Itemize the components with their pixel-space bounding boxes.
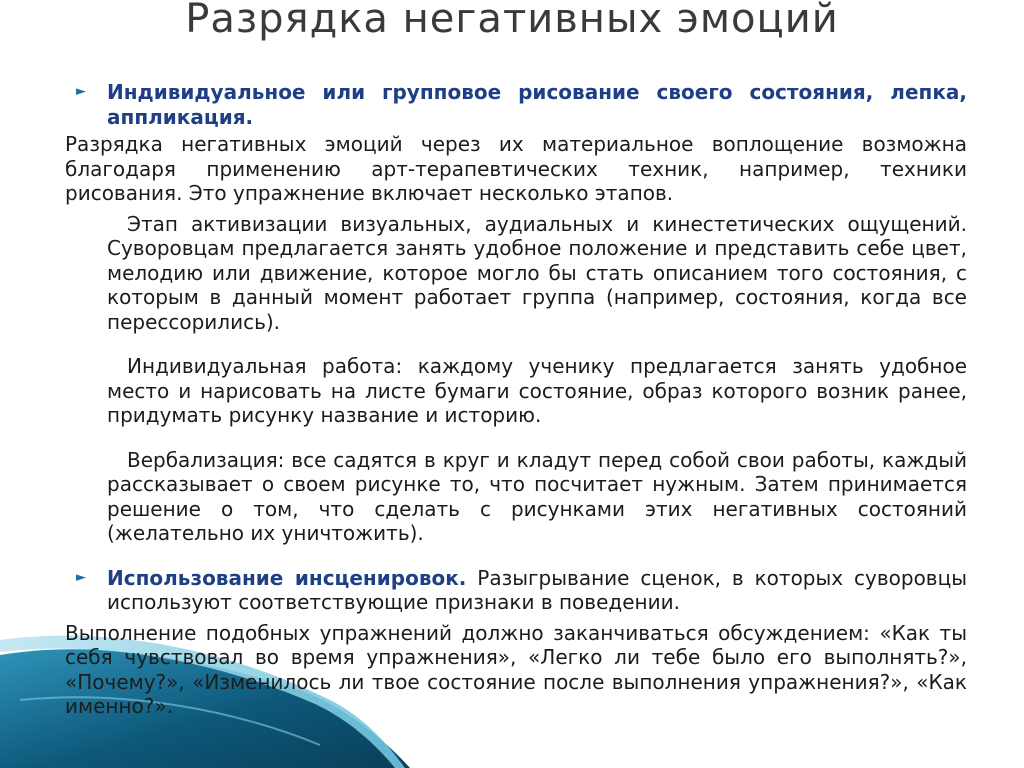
bullet-item-drawing [65, 80, 967, 129]
triangle-bullet-icon: ► [76, 84, 86, 99]
paragraph-conclusion: Выполнение подобных упражнений должно заканчиваться обсуждением: «Как ты себя чувствовал во время упражнения», «Легко ли тебе было его выполнять?», «Почему?», «Изменилось ли твое состояние после выполнения упражнения?», «Как именно?». [65, 620, 967, 718]
slide-body [65, 80, 967, 719]
bullet-text-staging [107, 566, 967, 615]
bullet-body-staging: Разыгрывание сценок, в которых суворовцы используют соответствующие признаки в поведении. [107, 565, 968, 614]
slide-title: Разрядка негативных эмоций [185, 0, 839, 42]
paragraph-intro: Разрядка негативных эмоций через их материальное воплощение возможна благодаря применению арт-терапевтических техник, например, техники рисования. Это упражнение включает несколько этапов. [65, 132, 967, 205]
bullet-item-staging [65, 566, 967, 615]
bullet-heading-staging: Использование инсценировок. [107, 565, 467, 590]
stage-verbalization: Вербализация: все садятся в круг и кладут перед собой свои работы, каждый рассказывает о своем рисунке то, что посчитает нужным. Затем принимается решение о том, что сделать с рисунками этих негативных состояний (желательно их уничтожить). [107, 447, 967, 545]
bullet-heading-drawing: Индивидуальное или групповое рисование своего состояния, лепка, аппликация. [107, 80, 967, 129]
stage-individual-work: Индивидуальная работа: каждому ученику предлагается занять удобное место и нарисовать на листе бумаги состояние, образ которого возник ранее, придумать рисунку название и историю. [107, 354, 967, 427]
stage-activation: Этап активизации визуальных, аудиальных и кинестетических ощущений. Суворовцам предлагается занять удобное положение и представить себе цвет, мелодию или движение, которое могло бы стать описанием того состояния, с которым в данный момент работает группа (например, состояния, когда все перессорились). [107, 211, 967, 334]
triangle-bullet-icon: ► [76, 569, 86, 585]
